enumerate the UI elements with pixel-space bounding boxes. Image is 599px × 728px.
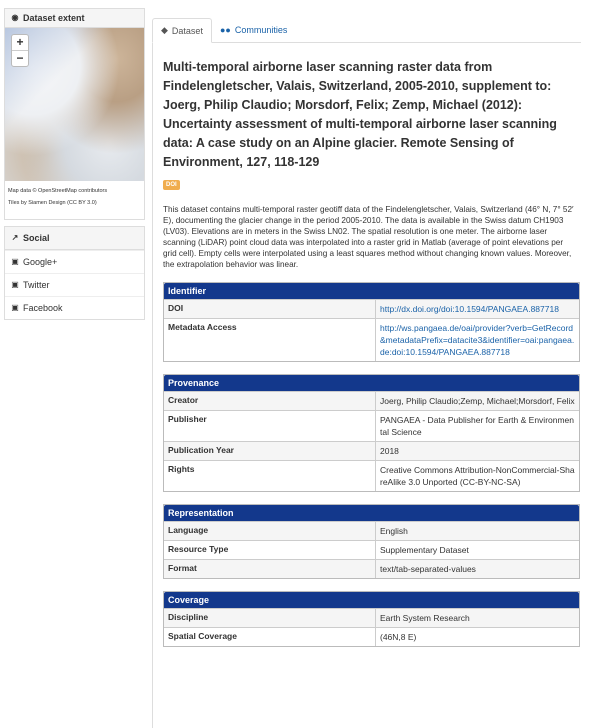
table-row [164, 627, 579, 646]
row-key: Spatial Coverage [164, 628, 376, 646]
table-row [164, 608, 579, 627]
google-plus-icon: ▣ [11, 257, 19, 266]
row-value: Joerg, Philip Claudio;Zemp, Michael;Morsdorf, Felix [380, 396, 575, 406]
table-row [164, 391, 579, 410]
row-key: Metadata Access [164, 319, 376, 361]
map-credit-line-1: Map data © OpenStreetMap contributors [8, 188, 108, 194]
users-icon: ●● [219, 25, 231, 35]
tab-communities[interactable] [212, 18, 295, 42]
social-item-twitter[interactable] [5, 273, 144, 296]
main-content [152, 18, 581, 728]
row-value: 2018 [380, 446, 399, 456]
map-credit-line-2: Tiles by Siamen Design (CC BY 3.0) [8, 200, 97, 206]
row-key: Publisher [164, 411, 376, 441]
social-panel [4, 226, 145, 320]
row-value: English [380, 526, 408, 536]
map-credits [5, 181, 144, 219]
table-row [164, 540, 579, 559]
table-row [164, 460, 579, 491]
row-key: Language [164, 522, 376, 540]
row-key: Publication Year [164, 442, 376, 460]
section-header: Identifier [164, 283, 579, 299]
metadata-sections [163, 282, 575, 647]
metadata-table-identifier [163, 282, 580, 362]
share-icon: ↗ [11, 233, 19, 242]
row-value: PANGAEA - Data Publisher for Earth & Environmental Science [380, 415, 575, 437]
row-value: Earth System Research [380, 613, 470, 623]
row-key: Discipline [164, 609, 376, 627]
tab-dataset[interactable] [152, 18, 212, 43]
social-label: Twitter [23, 280, 50, 290]
globe-icon: ◉ [11, 13, 19, 22]
zoom-in-button[interactable]: + [16, 35, 24, 49]
metadata-table-coverage [163, 591, 580, 647]
dataset-extent-panel [4, 8, 145, 220]
social-item-googleplus[interactable] [5, 250, 144, 273]
row-key: DOI [164, 300, 376, 318]
social-header [5, 227, 144, 250]
doi-badge: DOI [163, 180, 180, 190]
tab-bar [152, 18, 581, 43]
table-row [164, 299, 579, 318]
table-row [164, 318, 579, 361]
social-item-facebook[interactable] [5, 296, 144, 319]
extent-map[interactable] [5, 28, 144, 181]
section-header: Provenance [164, 375, 579, 391]
row-value: (46N,8 E) [380, 632, 417, 642]
table-row [164, 521, 579, 540]
row-key: Format [164, 560, 376, 578]
metadata-table-provenance [163, 374, 580, 492]
dataset-extent-header [5, 9, 144, 28]
zoom-out-button[interactable]: − [12, 50, 28, 66]
section-header: Coverage [164, 592, 579, 608]
map-zoom-control [11, 34, 29, 67]
twitter-icon: ▣ [11, 280, 19, 289]
social-label: Google+ [23, 257, 58, 267]
row-value-link[interactable]: http://dx.doi.org/doi:10.1594/PANGAEA.887718 [380, 304, 559, 314]
row-value: Creative Commons Attribution-NonCommercial-ShareAlike 3.0 Unported (CC-BY-NC-SA) [380, 465, 575, 487]
dataset-extent-title: Dataset extent [23, 13, 85, 23]
sidebar [4, 8, 145, 728]
metadata-table-representation [163, 504, 580, 579]
row-value: Supplementary Dataset [380, 545, 469, 555]
social-label: Facebook [23, 303, 63, 313]
social-title: Social [23, 233, 50, 243]
tab-communities-label: Communities [234, 25, 288, 35]
section-header: Representation [164, 505, 579, 521]
tag-icon: ◆ [161, 25, 168, 35]
table-row [164, 410, 579, 441]
facebook-icon: ▣ [11, 303, 19, 312]
tab-dataset-label: Dataset [171, 25, 203, 36]
table-row [164, 559, 579, 578]
row-key: Creator [164, 392, 376, 410]
dataset-description: This dataset contains multi-temporal raster geotiff data of the Findelengletscher, Valais, Switzerland (46° N, 7° 52′ E), documenting the glacier change in the period 2005-2010. The data is available in the Swiss datum CH1903 (LV03). Elevations are in meters in the Swiss LN02. The spatial resolution is one meter. The airborne laser scanning (LiDAR) point cloud data was interpolated into a raster grid in Matlab (average of point elevations per grid cell). Empty cells were interpolated using a least squares method without changing known values. Moreover, the extrapolation behavior was linear. [163, 205, 574, 269]
row-value-link[interactable]: http://ws.pangaea.de/oai/provider?verb=GetRecord&metadataPrefix=datacite3&identifier=oai:pangaea.de:doi:10.1594/PANGAEA.887718 [380, 323, 575, 357]
row-key: Resource Type [164, 541, 376, 559]
dataset-content [152, 43, 581, 728]
row-key: Rights [164, 461, 376, 491]
table-row [164, 441, 579, 460]
row-value: text/tab-separated-values [380, 564, 476, 574]
dataset-title: Multi-temporal airborne laser scanning raster data from Findelengletscher, Valais, Switzerland, 2005-2010, supplement to: Joerg, Philip Claudio; Morsdorf, Felix; Zemp, Michael (2012): Uncertainty assessment of multi-temporal airborne laser scanning data: A case study on an Alpine glacier. Remote Sensing of Environment, 127, 118-129 [163, 60, 557, 169]
